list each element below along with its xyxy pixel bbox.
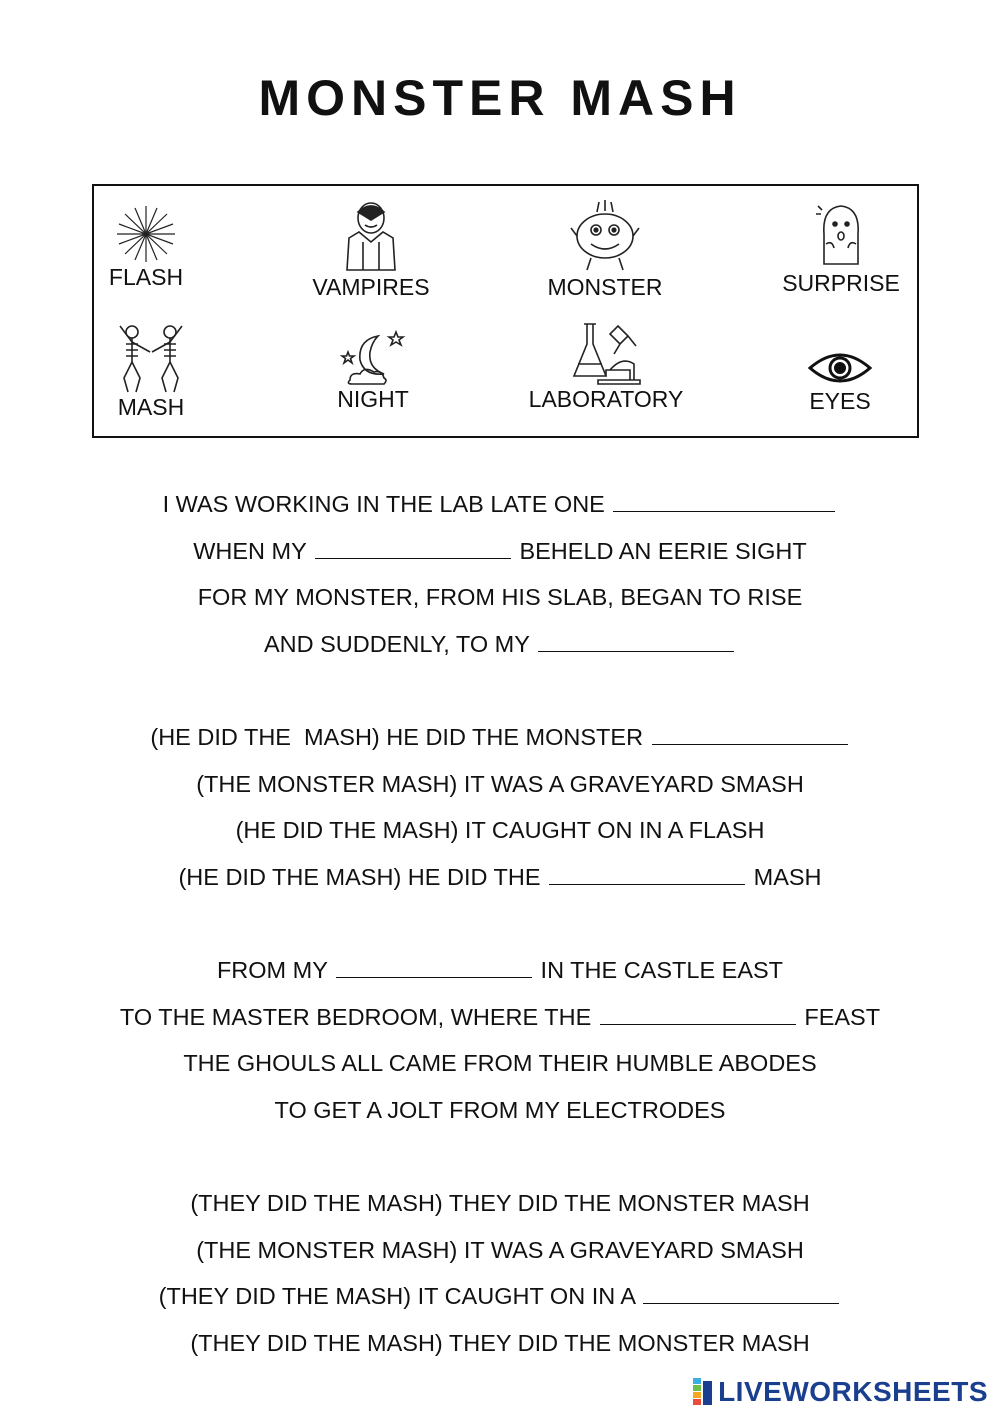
vampire-icon xyxy=(341,198,401,274)
word-label: FLASH xyxy=(108,264,184,290)
answer-blank-1[interactable] xyxy=(613,491,835,512)
lyric-line-11: THE GHOULS ALL CAME FROM THEIR HUMBLE ABODES xyxy=(183,1050,817,1077)
word-label: NIGHT xyxy=(337,386,409,412)
sparkle-icon xyxy=(111,204,181,264)
brand-name: LIVEWORKSHEETS xyxy=(718,1376,988,1407)
word-bank-item-night xyxy=(273,330,473,412)
word-bank-item-mash xyxy=(51,322,251,420)
lyric-line-9: FROM MY IN THE CASTLE EAST xyxy=(216,956,784,983)
lyric-line-15: (THEY DID THE MASH) IT CAUGHT ON IN A xyxy=(0,1278,1000,1325)
word-label: MASH xyxy=(117,394,185,420)
lab-equipment-icon xyxy=(570,320,642,386)
lyric-line-3: FOR MY MONSTER, FROM HIS SLAB, BEGAN TO RISE xyxy=(197,584,803,611)
word-bank-item-surprise xyxy=(741,200,941,296)
word-bank-item-eyes xyxy=(740,348,940,414)
answer-blank-3[interactable] xyxy=(538,631,734,652)
answer-blank-2[interactable] xyxy=(315,538,511,559)
lyric-line-2: WHEN MY BEHELD AN EERIE SIGHT xyxy=(193,537,807,564)
answer-blank-5[interactable] xyxy=(549,864,745,885)
lyric-line-13: (THEY DID THE MASH) THEY DID THE MONSTER MASH xyxy=(190,1189,810,1216)
live-badge-icon xyxy=(692,1377,714,1407)
moon-stars-icon xyxy=(340,330,406,386)
lyric-line-16: (THEY DID THE MASH) THEY DID THE MONSTER MASH xyxy=(190,1329,810,1356)
lyric-line-8: (HE DID THE MASH) HE DID THE MASH xyxy=(178,863,822,890)
word-bank-item-laboratory xyxy=(506,320,706,412)
lyric-line-4: AND SUDDENLY, TO MY xyxy=(0,626,1000,673)
word-bank xyxy=(92,184,919,438)
answer-blank-4[interactable] xyxy=(652,724,848,745)
eye-icon xyxy=(807,348,873,388)
dancing-skeletons-icon xyxy=(116,322,186,394)
answer-blank-8[interactable] xyxy=(643,1283,839,1304)
word-bank-item-monster xyxy=(505,198,705,300)
page-title: MONSTER MASH xyxy=(258,70,742,126)
lyrics xyxy=(0,486,1000,1371)
lyric-line-14: (THE MONSTER MASH) IT WAS A GRAVEYARD SMASH xyxy=(196,1236,804,1263)
liveworksheets-logo xyxy=(692,1376,988,1408)
word-bank-item-vampires xyxy=(271,198,471,300)
lyric-line-6: (THE MONSTER MASH) IT WAS A GRAVEYARD SMASH xyxy=(196,770,804,797)
lyric-line-5: (HE DID THE MASH) HE DID THE MONSTER xyxy=(0,719,1000,766)
word-bank-item-flash xyxy=(46,204,246,290)
word-label: VAMPIRES xyxy=(312,274,430,300)
answer-blank-6[interactable] xyxy=(336,957,532,978)
surprised-face-icon xyxy=(814,200,868,270)
word-label: EYES xyxy=(809,388,871,414)
word-label: SURPRISE xyxy=(782,270,900,296)
monster-icon xyxy=(569,198,641,274)
word-label: MONSTER xyxy=(547,274,663,300)
answer-blank-7[interactable] xyxy=(600,1004,796,1025)
lyric-line-10: TO THE MASTER BEDROOM, WHERE THE FEAST xyxy=(119,1003,881,1030)
lyric-line-12: TO GET A JOLT FROM MY ELECTRODES xyxy=(274,1096,726,1123)
lyric-line-7: (HE DID THE MASH) IT CAUGHT ON IN A FLASH xyxy=(235,817,765,844)
lyric-line-1: I WAS WORKING IN THE LAB LATE ONE xyxy=(0,486,1000,533)
word-label: LABORATORY xyxy=(528,386,684,412)
